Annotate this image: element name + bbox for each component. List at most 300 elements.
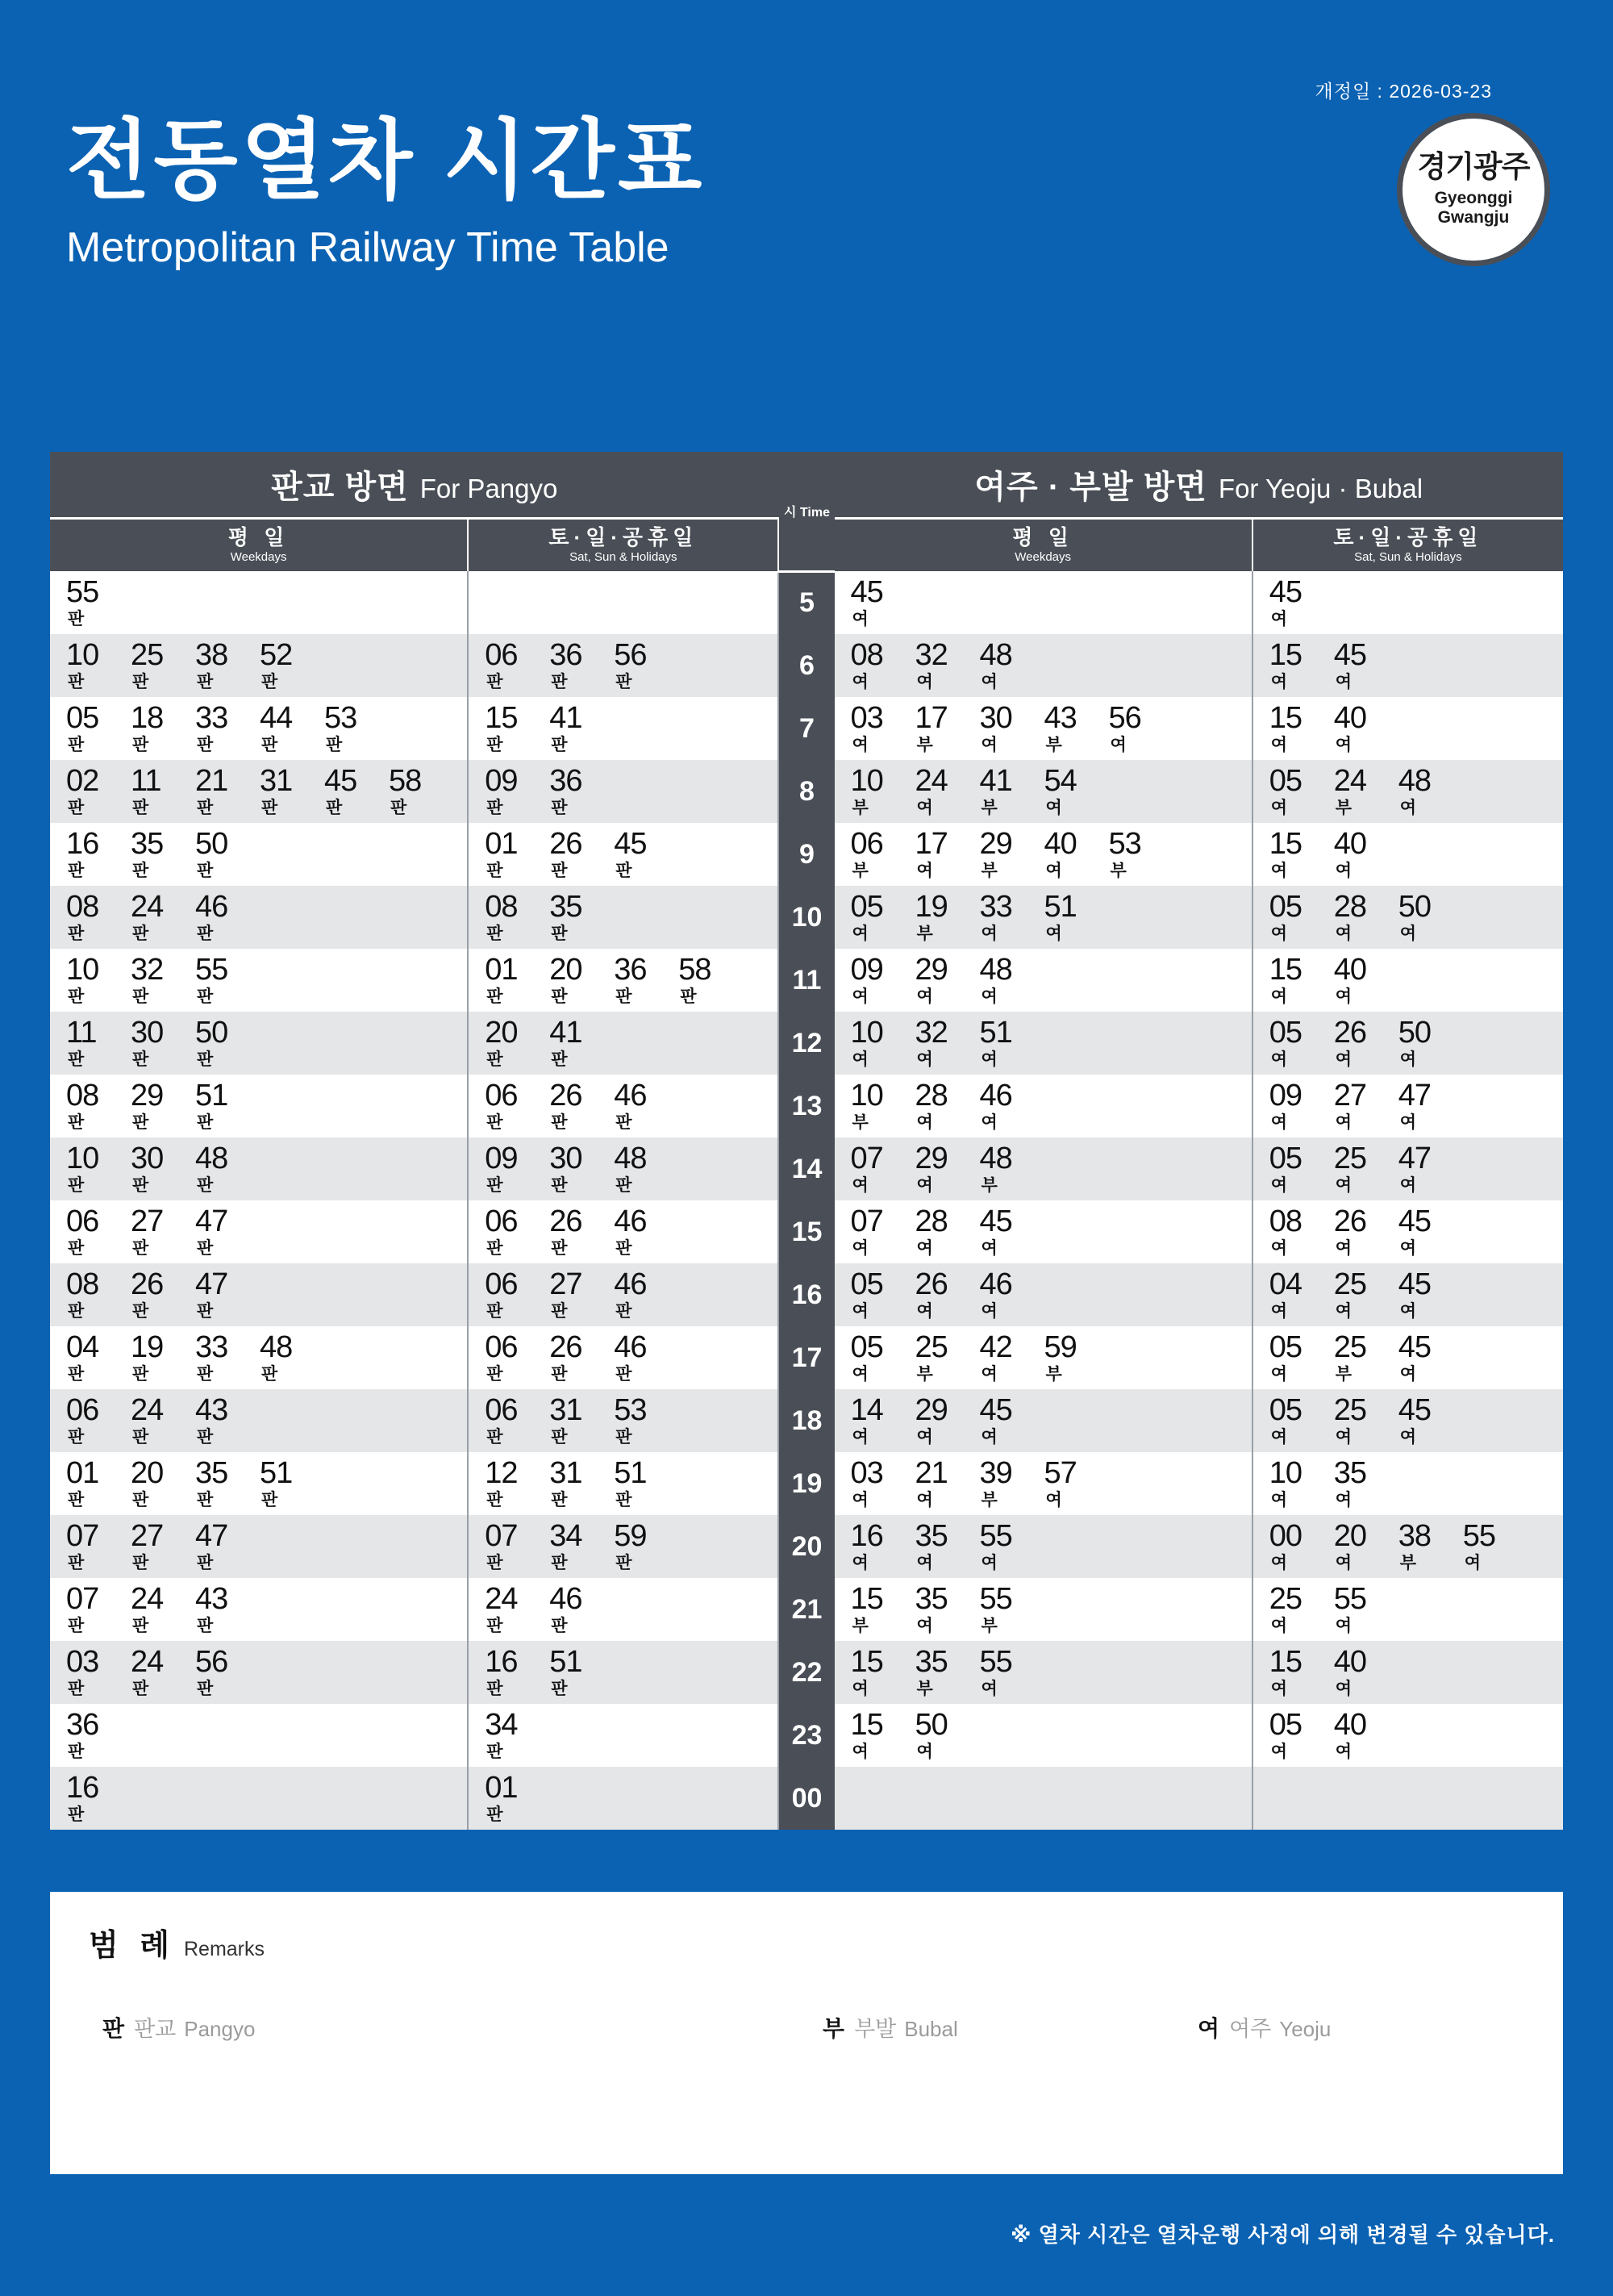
destination-marker: 여 [1270, 1301, 1288, 1321]
departure-time [614, 954, 678, 1006]
departure-time [1333, 1518, 1398, 1572]
destination-marker: 여 [981, 1427, 998, 1446]
footer-note: ※ 열차 시간은 열차운행 사정에 의해 변경될 수 있습니다. [1011, 2223, 1555, 2247]
departure-minute: 45 [1398, 1392, 1432, 1427]
destination-marker: 부 [852, 1113, 869, 1132]
departure-time [549, 1332, 614, 1384]
departure-time [979, 700, 1044, 754]
destination-marker: 여 [916, 1050, 933, 1069]
departure-time [980, 1080, 1044, 1132]
time-list [850, 574, 1252, 628]
departure-minute: 34 [485, 1707, 518, 1742]
direction-header-yeoju-bubal [835, 452, 1563, 518]
destination-marker: 판 [197, 1113, 214, 1132]
destination-marker: 여 [916, 1175, 933, 1195]
time-list [485, 891, 777, 943]
departure-minute: 20 [131, 1455, 164, 1490]
cell-pangyo-weekend [468, 634, 778, 697]
departure-time [1462, 1518, 1528, 1572]
time-list [66, 1080, 467, 1132]
table-row [50, 697, 1563, 760]
departure-time [485, 1772, 549, 1824]
departure-time [549, 1017, 614, 1069]
time-list [850, 700, 1252, 754]
time-list [485, 1332, 777, 1384]
table-row [50, 1326, 1563, 1389]
time-list [1269, 574, 1563, 628]
departure-time [850, 1392, 915, 1446]
departure-time [1269, 954, 1334, 1006]
departure-minute: 45 [979, 1392, 1012, 1427]
destination-marker: 판 [615, 1238, 632, 1258]
header-yeoju-weekends-english: Sat, Sun & Holidays [1354, 549, 1462, 564]
departure-time [485, 637, 549, 691]
destination-marker: 부 [916, 735, 933, 754]
departure-minute: 15 [1269, 952, 1302, 987]
destination-marker: 판 [132, 1175, 149, 1195]
departure-minute: 18 [131, 700, 164, 735]
departure-time [980, 891, 1044, 943]
departure-minute: 45 [1269, 574, 1302, 609]
destination-marker: 판 [197, 1050, 214, 1069]
destination-marker: 여 [1335, 861, 1353, 880]
departure-time [850, 1518, 915, 1572]
cell-pangyo-weekend [468, 697, 778, 760]
destination-marker: 여 [1335, 987, 1353, 1006]
destination-marker: 판 [551, 672, 568, 691]
destination-marker: 여 [1399, 1113, 1417, 1132]
departure-minute: 45 [1398, 1204, 1432, 1238]
destination-marker: 여 [1335, 1175, 1353, 1195]
time-list [66, 637, 467, 691]
destination-marker: 부 [852, 798, 869, 817]
departure-minute: 11 [66, 1015, 97, 1050]
departure-minute: 25 [1333, 1267, 1367, 1301]
departure-time [66, 1581, 131, 1635]
destination-marker: 여 [981, 1679, 998, 1698]
destination-marker: 여 [1270, 1427, 1288, 1446]
departure-time [131, 954, 195, 1006]
destination-marker: 부 [852, 861, 869, 880]
departure-time [131, 891, 195, 943]
destination-marker: 판 [68, 1238, 85, 1258]
legend-name-english: Bubal [904, 2017, 958, 2041]
destination-marker: 여 [852, 987, 869, 1006]
legend-symbol: 부 [823, 2016, 845, 2041]
destination-marker: 판 [132, 987, 149, 1006]
destination-marker: 여 [1270, 1175, 1288, 1195]
table-row [50, 1767, 1563, 1830]
cell-pangyo-weekday [50, 1075, 468, 1138]
departure-minute: 24 [131, 889, 164, 924]
destination-marker: 부 [1335, 798, 1353, 817]
departure-time [614, 1269, 678, 1321]
destination-marker: 판 [197, 987, 214, 1006]
destination-marker: 판 [551, 735, 568, 754]
cell-yeoju-weekend [1252, 886, 1563, 949]
destination-marker: 여 [1335, 1553, 1353, 1572]
departure-minute: 50 [1398, 889, 1432, 924]
departure-minute: 36 [66, 1707, 99, 1742]
departure-minute: 15 [1269, 700, 1302, 735]
time-list [485, 1080, 777, 1132]
station-name-english-line2: Gwangju [1437, 208, 1510, 227]
departure-time [1269, 1080, 1334, 1132]
departure-minute: 48 [979, 1141, 1012, 1175]
departure-minute: 28 [915, 1078, 948, 1113]
cell-yeoju-weekday [835, 1138, 1252, 1200]
destination-marker: 여 [1270, 987, 1288, 1006]
hour-label: 14 [778, 1138, 834, 1200]
time-list [66, 1206, 467, 1258]
hour-label: 6 [778, 634, 834, 697]
destination-marker: 여 [1335, 1113, 1353, 1132]
destination-marker: 판 [68, 672, 85, 691]
departure-time [195, 891, 260, 943]
destination-marker: 판 [132, 672, 149, 691]
cell-pangyo-weekday [50, 1389, 468, 1452]
destination-marker: 여 [852, 1364, 869, 1384]
departure-minute: 05 [1269, 1015, 1302, 1050]
destination-marker: 여 [1045, 924, 1062, 943]
time-list [66, 763, 467, 817]
departure-minute: 31 [549, 1392, 582, 1427]
hour-label: 16 [778, 1263, 834, 1326]
destination-marker: 판 [197, 1175, 214, 1195]
departure-time [549, 1080, 614, 1132]
departure-minute: 25 [1269, 1581, 1302, 1616]
destination-marker: 판 [132, 861, 149, 880]
time-list [66, 1017, 467, 1069]
time-list [1269, 1455, 1563, 1509]
departure-minute: 45 [324, 763, 357, 798]
departure-time [979, 1518, 1044, 1572]
departure-time [851, 891, 915, 943]
destination-marker: 부 [981, 798, 998, 817]
time-list [485, 1392, 777, 1446]
departure-minute: 08 [485, 889, 518, 924]
destination-marker: 판 [68, 1490, 85, 1509]
destination-marker: 판 [197, 735, 214, 754]
departure-minute: 07 [485, 1518, 518, 1553]
departure-time [66, 1518, 131, 1572]
departure-minute: 56 [195, 1644, 228, 1679]
hour-label: 19 [778, 1452, 834, 1515]
departure-time [1398, 1206, 1463, 1258]
direction-header-row [50, 452, 1563, 518]
time-list [1269, 1080, 1563, 1132]
destination-marker: 부 [1045, 1364, 1062, 1384]
departure-minute: 59 [614, 1518, 647, 1553]
destination-marker: 여 [1335, 672, 1353, 691]
destination-marker: 판 [551, 861, 568, 880]
time-list [485, 763, 777, 817]
time-list [485, 1269, 777, 1321]
destination-marker: 여 [852, 924, 869, 943]
departure-minute: 55 [1333, 1581, 1367, 1616]
departure-minute: 24 [131, 1581, 164, 1616]
departure-time [1269, 1709, 1334, 1761]
hour-label: 22 [778, 1641, 834, 1704]
departure-time [66, 1644, 131, 1698]
departure-time [324, 763, 389, 817]
departure-time [1333, 700, 1398, 754]
departure-time [915, 1644, 980, 1698]
destination-marker: 여 [981, 1238, 998, 1258]
destination-marker: 판 [551, 1301, 568, 1321]
departure-time [131, 1644, 195, 1698]
time-list [851, 954, 1252, 1006]
departure-minute: 05 [1269, 1141, 1302, 1175]
departure-minute: 55 [66, 574, 99, 609]
destination-marker: 여 [916, 1238, 933, 1258]
cell-yeoju-weekend [1252, 1389, 1563, 1452]
departure-minute: 45 [979, 1204, 1012, 1238]
departure-time [485, 826, 549, 880]
departure-time [195, 1581, 260, 1635]
time-list [851, 1269, 1252, 1321]
destination-marker: 판 [132, 1113, 149, 1132]
departure-time [131, 1581, 195, 1635]
departure-minute: 59 [1044, 1330, 1077, 1364]
destination-marker: 여 [1270, 1742, 1288, 1761]
departure-minute: 39 [979, 1455, 1012, 1490]
destination-marker: 판 [132, 1553, 149, 1572]
departure-time [1269, 1332, 1334, 1384]
cell-yeoju-weekday [835, 760, 1252, 823]
destination-marker: 판 [197, 798, 214, 817]
cell-yeoju-weekday [835, 1200, 1252, 1263]
departure-time [1333, 763, 1398, 817]
destination-marker: 판 [486, 1238, 503, 1258]
departure-minute: 30 [131, 1141, 164, 1175]
destination-marker: 여 [1335, 1301, 1353, 1321]
time-list [485, 826, 777, 880]
departure-time [1333, 1455, 1398, 1509]
departure-time [851, 1017, 915, 1069]
cell-yeoju-weekday [835, 1578, 1252, 1641]
time-list [850, 637, 1252, 691]
cell-yeoju-weekday [835, 1326, 1252, 1389]
departure-minute: 36 [549, 637, 582, 672]
departure-minute: 19 [131, 1330, 164, 1364]
cell-yeoju-weekday [835, 697, 1252, 760]
table-row [50, 823, 1563, 886]
destination-marker: 여 [1399, 1427, 1417, 1446]
departure-time [549, 1455, 614, 1509]
cell-pangyo-weekend [468, 1263, 778, 1326]
departure-time [980, 1332, 1044, 1384]
time-list [851, 891, 1252, 943]
departure-minute: 08 [66, 1078, 99, 1113]
destination-marker: 여 [852, 609, 869, 628]
departure-time [1269, 1518, 1334, 1572]
cell-yeoju-weekend [1252, 1200, 1563, 1263]
departure-minute: 15 [850, 1707, 883, 1742]
departure-time [66, 1332, 131, 1384]
time-list [66, 954, 467, 1006]
time-list [851, 1143, 1252, 1195]
departure-minute: 46 [979, 1267, 1012, 1301]
destination-marker: 여 [1335, 1427, 1353, 1446]
cell-yeoju-weekday [835, 1389, 1252, 1452]
destination-marker: 여 [1399, 1175, 1417, 1195]
destination-marker: 부 [852, 1616, 869, 1635]
destination-marker: 여 [852, 1679, 869, 1698]
departure-minute: 43 [1044, 700, 1077, 735]
departure-minute: 06 [485, 637, 518, 672]
header-yeoju-weekdays [835, 518, 1252, 571]
time-list [1269, 1143, 1563, 1195]
departure-minute: 41 [549, 700, 582, 735]
destination-marker: 판 [68, 1616, 85, 1635]
departure-minute: 50 [195, 1015, 228, 1050]
departure-time [1269, 1143, 1334, 1195]
departure-time [66, 1709, 131, 1761]
departure-minute: 51 [979, 1015, 1012, 1050]
hour-label: 11 [778, 949, 834, 1012]
table-row [50, 634, 1563, 697]
hour-label: 00 [778, 1767, 834, 1830]
departure-minute: 51 [549, 1644, 582, 1679]
departure-minute: 24 [485, 1581, 518, 1616]
departure-minute: 29 [915, 1392, 948, 1427]
departure-minute: 47 [195, 1204, 228, 1238]
destination-marker: 여 [916, 1616, 933, 1635]
time-list [1269, 637, 1563, 691]
destination-marker: 여 [1335, 1050, 1353, 1069]
departure-time [1334, 1080, 1398, 1132]
cell-pangyo-weekend [468, 886, 778, 949]
departure-time [260, 763, 324, 817]
time-list [1269, 1206, 1563, 1258]
destination-marker: 판 [551, 1113, 568, 1132]
table-row [50, 949, 1563, 1012]
departure-minute: 45 [1333, 637, 1367, 672]
destination-marker: 판 [68, 924, 85, 943]
cell-pangyo-weekend [468, 760, 778, 823]
time-list [66, 1581, 467, 1635]
departure-time [1269, 1581, 1334, 1635]
departure-minute: 38 [1398, 1518, 1432, 1553]
departure-minute: 25 [1333, 1330, 1367, 1364]
departure-minute: 17 [915, 826, 948, 861]
cell-yeoju-weekday [835, 1515, 1252, 1578]
table-row [50, 760, 1563, 823]
departure-time [131, 1455, 195, 1509]
destination-marker: 여 [1045, 1490, 1062, 1509]
destination-marker: 판 [68, 1742, 85, 1761]
departure-minute: 08 [1269, 1204, 1302, 1238]
header-yeoju-weekends [1252, 518, 1563, 571]
header-pangyo-weekends-english: Sat, Sun & Holidays [569, 549, 677, 564]
legend-symbol: 여 [1198, 2016, 1220, 2041]
cell-pangyo-weekday [50, 949, 468, 1012]
departure-minute: 50 [1398, 1015, 1432, 1050]
hour-label: 9 [778, 823, 834, 886]
departure-time [549, 1206, 614, 1258]
departure-minute: 10 [66, 1141, 99, 1175]
departure-time [485, 700, 549, 754]
revision-date: 개정일 : 2026-03-23 [1315, 81, 1492, 102]
hour-label: 15 [778, 1200, 834, 1263]
departure-time [131, 763, 195, 817]
departure-time [1269, 1269, 1334, 1321]
departure-minute: 47 [195, 1518, 228, 1553]
departure-minute: 14 [850, 1392, 883, 1427]
departure-minute: 16 [485, 1644, 518, 1679]
departure-time [549, 1392, 614, 1446]
departure-minute: 05 [1269, 763, 1302, 798]
destination-marker: 여 [1335, 1490, 1353, 1509]
departure-minute: 30 [979, 700, 1012, 735]
departure-minute: 20 [549, 952, 582, 987]
destination-marker: 판 [486, 861, 503, 880]
departure-time [549, 1644, 614, 1698]
destination-marker: 판 [551, 1616, 568, 1635]
time-list [851, 1332, 1252, 1384]
cell-pangyo-weekend [468, 1578, 778, 1641]
table-row [50, 1012, 1563, 1075]
departure-time [195, 1017, 260, 1069]
time-list [850, 1518, 1252, 1572]
hour-label: 12 [778, 1012, 834, 1075]
departure-time [195, 763, 260, 817]
destination-marker: 여 [1335, 1238, 1353, 1258]
departure-minute: 46 [614, 1204, 647, 1238]
header-pangyo-weekdays [50, 518, 468, 571]
hour-label: 20 [778, 1515, 834, 1578]
time-list [850, 1644, 1252, 1698]
destination-marker: 판 [68, 1113, 85, 1132]
cell-pangyo-weekday [50, 697, 468, 760]
cell-pangyo-weekday [50, 1263, 468, 1326]
departure-minute: 20 [1333, 1518, 1367, 1553]
destination-marker: 여 [852, 1742, 869, 1761]
departure-minute: 48 [979, 637, 1012, 672]
hour-header-korean: 시 [783, 505, 797, 520]
departure-time [915, 891, 980, 943]
departure-time [66, 1206, 131, 1258]
timetable-container [50, 452, 1563, 1830]
departure-minute: 07 [66, 1518, 99, 1553]
cell-yeoju-weekend [1252, 571, 1563, 634]
time-list [66, 1332, 467, 1384]
cell-pangyo-weekend [468, 1704, 778, 1767]
destination-marker: 판 [551, 1175, 568, 1195]
departure-time [915, 1269, 980, 1321]
departure-minute: 30 [549, 1141, 582, 1175]
departure-minute: 15 [850, 1644, 883, 1679]
departure-minute: 01 [485, 1770, 518, 1805]
destination-marker: 판 [197, 1364, 214, 1384]
departure-minute: 47 [1398, 1078, 1432, 1113]
time-list [66, 574, 467, 628]
cell-pangyo-weekend [468, 1075, 778, 1138]
departure-time [980, 1143, 1044, 1195]
departure-minute: 43 [195, 1581, 228, 1616]
table-row [50, 1075, 1563, 1138]
destination-marker: 판 [68, 609, 85, 628]
station-name-english-line1: Gyeonggi [1434, 188, 1513, 207]
direction-header-pangyo [50, 452, 778, 518]
time-list [851, 1206, 1252, 1258]
table-row [50, 1263, 1563, 1326]
destination-marker: 판 [197, 1490, 214, 1509]
destination-marker: 판 [615, 1490, 632, 1509]
departure-time [915, 1581, 980, 1635]
departure-minute: 27 [131, 1204, 164, 1238]
